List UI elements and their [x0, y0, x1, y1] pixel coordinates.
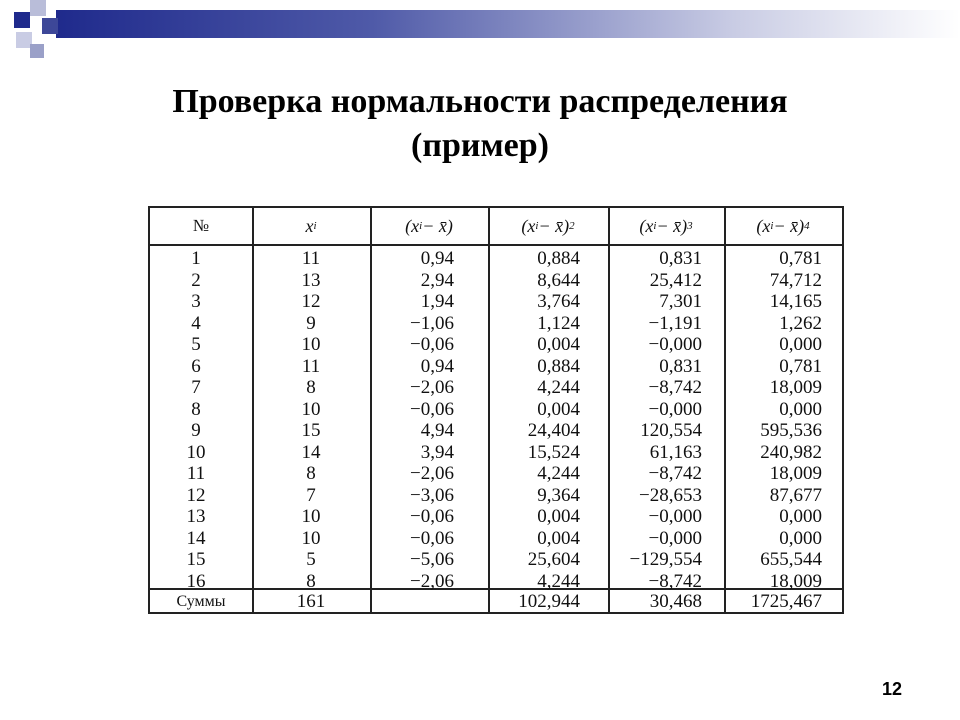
table-cell: −8,742 [648, 570, 702, 592]
table-cell: −0,06 [410, 527, 454, 549]
table-cell: 15 [301, 420, 321, 441]
table-cell: −2,06 [410, 570, 454, 592]
table-cell: 0,004 [537, 334, 580, 355]
table-cell: 8 [306, 570, 316, 592]
header-dev2-pow: 2 [569, 220, 575, 232]
header-dev4 [724, 208, 842, 244]
table-cell: 14,165 [769, 291, 822, 312]
header-no: № [192, 216, 210, 235]
header-dev1-tail: − x̄) [422, 215, 453, 236]
header-dev1 [370, 208, 488, 244]
table-cell: −0,06 [410, 506, 454, 527]
header-dev1-main: (x [405, 215, 420, 236]
header-x [252, 208, 370, 244]
footer-dev4-sum: 1725,467 [750, 591, 822, 612]
table-cell: 10 [301, 527, 321, 549]
table-cell: 0,781 [779, 248, 822, 269]
table-cell: −3,06 [410, 484, 454, 506]
table-cell: −129,554 [629, 549, 702, 570]
table-cell: 595,536 [760, 420, 822, 441]
table-cell: 0,94 [420, 355, 454, 377]
table-cell: 15,524 [527, 441, 580, 463]
column-dev3 [608, 248, 702, 592]
deco-square [30, 44, 44, 58]
header-dev2-main: (x [521, 215, 536, 236]
header-dev2-tail: − x̄) [538, 215, 570, 236]
table-cell: −0,06 [410, 398, 454, 420]
table-cell: 1,124 [537, 312, 580, 334]
header-dev3-sub: i [653, 220, 657, 232]
table-cell: 10 [301, 506, 321, 527]
table-cell: 655,544 [760, 549, 822, 570]
header-dev3-pow: 3 [687, 220, 693, 232]
table-cell: −1,06 [410, 312, 454, 334]
table-cell: 11 [301, 355, 321, 377]
table-cell: 0,831 [659, 248, 702, 269]
header-divider [150, 244, 842, 246]
table-cell: 10 [301, 334, 321, 355]
table-cell: 5 [191, 334, 201, 355]
header-dev4-main: (x [756, 215, 771, 236]
table-cell: 0,000 [779, 398, 822, 420]
header-dev1-sub: i [419, 220, 423, 232]
table-cell: 9,364 [537, 484, 580, 506]
table-cell: 4,244 [537, 377, 580, 398]
table-cell: −2,06 [410, 377, 454, 398]
table-cell: 25,412 [649, 269, 702, 291]
table-cell: 0,94 [420, 248, 454, 269]
table-cell: −8,742 [648, 463, 702, 484]
table-cell: 16 [186, 570, 206, 592]
table-cell: 2,94 [420, 269, 454, 291]
title-line-1: Проверка нормальности распределения [172, 83, 788, 120]
table-cell: 7 [306, 484, 316, 506]
deco-square [30, 0, 46, 16]
table-cell: 4,244 [537, 463, 580, 484]
slide-title [0, 80, 960, 168]
table-cell: 0,000 [779, 527, 822, 549]
column-dev1 [370, 248, 454, 592]
header-dev4-tail: − x̄) [773, 215, 805, 236]
table-cell: −8,742 [648, 377, 702, 398]
table-cell: 18,009 [769, 570, 822, 592]
table-cell: 61,163 [649, 441, 702, 463]
header-gradient-band [56, 10, 960, 38]
table-cell: 0,004 [537, 506, 580, 527]
table-cell: 4,244 [537, 570, 580, 592]
table-cell: 240,982 [760, 441, 822, 463]
header-dev4-pow: 4 [804, 220, 810, 232]
header-x-main: x [305, 215, 314, 236]
table-cell: 3,94 [420, 441, 454, 463]
table-cell: 8 [306, 377, 316, 398]
table-cell: 4,94 [420, 420, 454, 441]
header-dev2 [488, 208, 608, 244]
table-cell: 87,677 [769, 484, 822, 506]
footer-dev1-sum [370, 590, 454, 614]
table-cell: 8,644 [537, 269, 580, 291]
header-x-sub: i [313, 220, 317, 232]
table-cell: −2,06 [410, 463, 454, 484]
table-cell: 14 [301, 441, 321, 463]
table-cell: 13 [301, 269, 321, 291]
table-cell: 18,009 [769, 463, 822, 484]
footer-x-sum: 161 [296, 591, 326, 612]
table-cell: 25,604 [527, 549, 580, 570]
data-table [148, 206, 844, 614]
table-cell: 1,262 [779, 312, 822, 334]
table-cell: 0,884 [537, 355, 580, 377]
table-cell: −5,06 [410, 549, 454, 570]
table-cell: 14 [186, 527, 206, 549]
header-dev3-tail: − x̄) [656, 215, 688, 236]
column-dev2 [488, 248, 580, 592]
header-dev3 [608, 208, 724, 244]
table-cell: 11 [301, 248, 321, 269]
table-cell: 0,004 [537, 398, 580, 420]
footer-dev3-sum: 30,468 [649, 591, 702, 612]
column-x [252, 248, 370, 592]
deco-square [14, 12, 30, 28]
table-cell: 120,554 [640, 420, 702, 441]
table-cell: 8 [306, 463, 316, 484]
table-cell: −0,000 [648, 334, 702, 355]
table-cell: 74,712 [769, 269, 822, 291]
table-cell: 15 [186, 549, 206, 570]
table-cell: 0,884 [537, 248, 580, 269]
table-cell: 6 [191, 355, 201, 377]
table-cell: 12 [301, 291, 321, 312]
header-dev3-main: (x [639, 215, 654, 236]
header-dev4-sub: i [770, 220, 774, 232]
table-cell: 12 [186, 484, 206, 506]
table-cell: 0,000 [779, 334, 822, 355]
footer-label: Суммы [176, 593, 226, 610]
table-cell: 10 [186, 441, 206, 463]
table-cell: 3 [191, 291, 201, 312]
table-cell: −1,191 [648, 312, 702, 334]
table-cell: 10 [301, 398, 321, 420]
table-cell: 11 [186, 463, 206, 484]
table-cell: 1 [191, 248, 201, 269]
table-cell: −28,653 [639, 484, 702, 506]
table-cell: 1,94 [420, 291, 454, 312]
table-cell: −0,000 [648, 398, 702, 420]
table-cell: 18,009 [769, 377, 822, 398]
table-cell: 9 [306, 312, 316, 334]
table-cell: 0,781 [779, 355, 822, 377]
table-cell: −0,06 [410, 334, 454, 355]
page-number: 12 [881, 679, 902, 699]
column-no [150, 248, 242, 592]
table-cell: 8 [191, 398, 201, 420]
table-cell: 13 [186, 506, 206, 527]
header-dev2-sub: i [535, 220, 539, 232]
table-cell: −0,000 [648, 527, 702, 549]
table-cell: 0,004 [537, 527, 580, 549]
table-cell: 24,404 [527, 420, 580, 441]
table-cell: 4 [191, 312, 201, 334]
deco-square [42, 18, 58, 34]
table-cell: 9 [191, 420, 201, 441]
table-cell: 2 [191, 269, 201, 291]
table-cell: 7 [191, 377, 201, 398]
table-cell: 0,831 [659, 355, 702, 377]
table-cell: 7,301 [659, 291, 702, 312]
table-cell: 5 [306, 549, 316, 570]
footer-dev2-sum: 102,944 [518, 591, 580, 612]
column-dev4 [724, 248, 822, 592]
table-cell: −0,000 [648, 506, 702, 527]
title-line-2: (пример) [411, 127, 549, 164]
table-cell: 3,764 [537, 291, 580, 312]
table-cell: 0,000 [779, 506, 822, 527]
